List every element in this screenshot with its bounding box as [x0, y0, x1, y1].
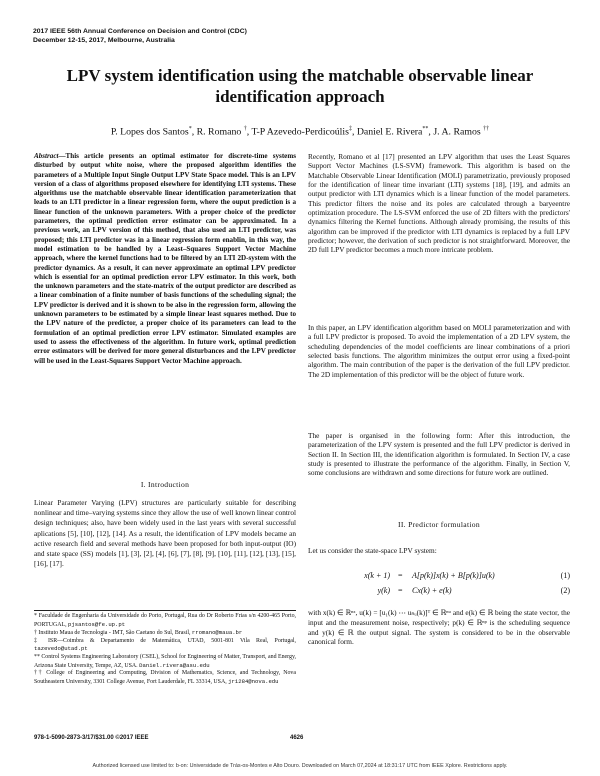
abstract [34, 152, 296, 366]
author-mark: ** [422, 126, 429, 132]
conference-dates: December 12-15, 2017, Melbourne, Australia [33, 37, 175, 44]
author-name: Daniel E. Rivera [356, 126, 423, 138]
equation-lhs: y(k) [377, 586, 390, 595]
equation-1 [308, 569, 570, 583]
paper-title: LPV system identification using the matchable observable linear identification approach [66, 66, 534, 106]
footnotes [34, 613, 296, 686]
email-link[interactable]: Daniel.rivera@asu.edu [139, 661, 210, 669]
body-paragraph: Recently, Romano et al [17] presented an LPV algorithm that uses the Least Squares Support Vector Machines (LS-SVM) framework. This algorithm is based on the Matchable Observable Linear Identification (MOLI) parametrizatio, previously proposed for the identification of linear time invariant (LTI) systems [18], [19], and admits an output predictor with LTI dynamics which is a linear function of the model parameters. This predictor filters the noise and its poles are calculated through a baryeentre optimization procedure. The LS-SVM enforced the use of 2D filters with the predictors' dynamics filtering the Kernel functions. Although already promising, the results of this algorithm can be improved if the predictor with LTI dynamics is replaced by a full LPV predictor; however, the derivation of such predictor is not straightforward. Moreover, the 2D full LPV predictor becomes a much more intricate problem. [308, 152, 570, 255]
body-paragraph-block [308, 323, 570, 379]
author-mark: † [243, 126, 247, 132]
footnote: †† College of Engineering and Computing, Division of Mathematics, Science, and Technology, Nova Southeastern University, 3301 College Avenue, Fort Lauderdale, FL 33314, USA, jr1284@nova.edu [34, 670, 296, 685]
isbn-line: 978-1-5090-2873-3/17/$31.00 ©2017 IEEE [34, 735, 149, 741]
footnote-divider [34, 610, 296, 611]
body-paragraph: In this paper, an LPV identification algorithm based on MOLI parameterization and with a full LPV predictor is proposed. To avoid the implementation of a 2D LPV system, the scheduling dependencies of the model coefficients are linear combinations of a priori selected basis functions. The algorithm minimizes the output error using a fixed-point algorithm. The main contribution of the paper is the derivation of the full LPV predictor. The 2D implementation of this predictor will be the object of future work. [308, 323, 570, 379]
equation-number: (1) [560, 571, 570, 580]
body-paragraph: with x(k) ∈ ℝⁿˣ, u(k) = [u₁(k) ⋯ uₙᵤ(k)]ᵀ ∈ ℝⁿᵘ and e(k) ∈ ℝ being the state vector, the input and the measurement noise, respectively; p(k) ∈ ℝⁿᵖ is the scheduling sequence and y(k) ∈ ℝ the output signal. The system is considered to be in the observable canonical form. [308, 608, 570, 647]
conference-name: 2017 IEEE 56th Annual Conference on Decision and Control (CDC) [33, 28, 247, 35]
body-paragraph: Let us consider the state-space LPV system: [308, 546, 437, 555]
author-mark: ‡ [348, 126, 352, 132]
right-column [308, 152, 570, 255]
email-link[interactable]: tazevedo@utad.pt [34, 645, 88, 653]
author-list: P. Lopes dos Santos*, R. Romano †, T-P Azevedo-Perdicoúlis‡, Daniel E. Rivera**, J. A. Ramos †† [110, 126, 490, 138]
conference-header [33, 27, 247, 45]
abstract-label: Abstract [34, 152, 59, 160]
footnote: ** Control Systems Engineering Laboratory (CSEL), School for Engineering of Matter, Transport, and Energy, Arizona State University, Tempe, AZ, USA. Daniel.rivera@asu.edu [34, 653, 296, 669]
equation-rhs: A[p(k)]x(k) + B[p(k)]u(k) [412, 571, 495, 580]
equation-rhs: Cx(k) + e(k) [412, 586, 452, 595]
abstract-text: —This article presents an optimal estimator for discrete-time systems disturbed by output white noise, where the proposed algorithm identifies the parameters of a Multiple Input Single Output LPV State Space model. This is an LPV version of a class of algorithms proposed elsewhere for identifying LTI systems. These algorithms use the matchable observable linear identification parameterization that leads to an LTI predictor in a linear regression form, where the ouput prediction is a linear function of the unknown parameters. With a proper choice of the predictor parameters, the optimal prediction error estimator can be approximated. In a previous work, an LPV version of this method, that also used an LTI predictor, was proposed; this LTI predictor was in a linear regression form enablin, in this way, the model estimation to be handled by a Least–Squares Support Vector Machine approach, where the kernel functions had to be filtered by an LTI 2D-system with the predictor dynamics. As a result, it can never approximate an optimal LPV predictor which is essential for an optimal prediction error LPV estimator. In this work, both the unknown parameters and the state-matrix of the output predictor are described as a linear combination of a finite number of basis functions of the scheduling signal; the LPV predictor is derived and it is shown to be also in the regression form, allowing the unknown parameters to be estimated by a simple linear least squares method. Due to the LPV nature of the predictor, a proper choice of its parameters can lead to the formulation of an optimal prediction error LPV estimator. Simulated examples are used to assess the effectiveness of the algorithm. In future work, optimal prediction error estimators will be derived for more general disturbances and the LPV predictor will be used in the Least-Squares Support Vector Machine approach. [34, 152, 296, 365]
body-paragraph-block [308, 431, 570, 478]
author-name: R. Romano [196, 126, 242, 138]
author-name: J. A. Ramos [433, 126, 481, 138]
author-name: T-P Azevedo-Perdicoúlis [251, 126, 349, 138]
equation-2 [308, 584, 570, 598]
equation-lhs: x(k + 1) [364, 571, 390, 580]
author-mark: †† [483, 126, 490, 132]
equation-number: (2) [560, 586, 570, 595]
footnote: ‡ ISR—Coimbra & Departamento de Matemática, UTAD, 5001-801 Vila Real, Portugal, tazevedo@utad.pt [34, 637, 296, 653]
footnote: † Instituto Maua de Tecnologia - IMT, São Caetano do Sul, Brasil, rromano@maua.br [34, 629, 243, 637]
section-heading: II. Predictor formulation [398, 520, 480, 529]
body-paragraph: The paper is organised in the following form: After this introduction, the parameterization of the LPV system is presented and the full LPV predictor is derived in Section II. In Section III, the identification algorithm is formulated. In Section IV, a case study is presented to illustrate the performance of the algorithm. Finally, in Section V, some conclusions are withdrawn and some directions for future work are outlined. [308, 431, 570, 478]
page-number: 4626 [290, 735, 304, 741]
section-heading: I. Introduction [140, 480, 190, 489]
author-mark: * [188, 126, 192, 132]
email-link[interactable]: pjsantos@fe.up.pt [68, 620, 126, 628]
email-link[interactable]: rromano@maua.br [191, 629, 243, 637]
intro-paragraph: Linear Parameter Varying (LPV) structures are particularly suitable for describing nonlinear and time–varying systems since they allow the use of well known linear control design techniques; also, have been widely used in the last years with several successful aplications [5], [10], [12], [14]. As a result, the identification of LPV models became an active research field and several methods have been proposed for both input-output (IO) and state space (SS) models [1], [3], [2], [4], [6], [7], [8], [9], [10], [11], [12], [13], [15], [16], [17]. [34, 498, 297, 569]
equation-equals: = [398, 571, 403, 580]
footnote: * Faculdade de Engenharia da Universidade do Porto, Portugal, Rua do Dr Roberto Frias s/n 4200-465 Porto, PORTUGAL, pjsantos@fe.up.pt [34, 613, 296, 628]
license-notice: Authorized licensed use limited to: b-on: Universidade de Trás-os-Montes e Alto Douro. Downloaded on March 07,2024 at 18:31:17 UTC from IEEE Xplore. Restrictions apply. [92, 763, 508, 769]
author-name: P. Lopes dos Santos [110, 126, 189, 138]
email-link[interactable]: jr1284@nova.edu [228, 677, 279, 685]
equation-equals: = [398, 586, 403, 595]
